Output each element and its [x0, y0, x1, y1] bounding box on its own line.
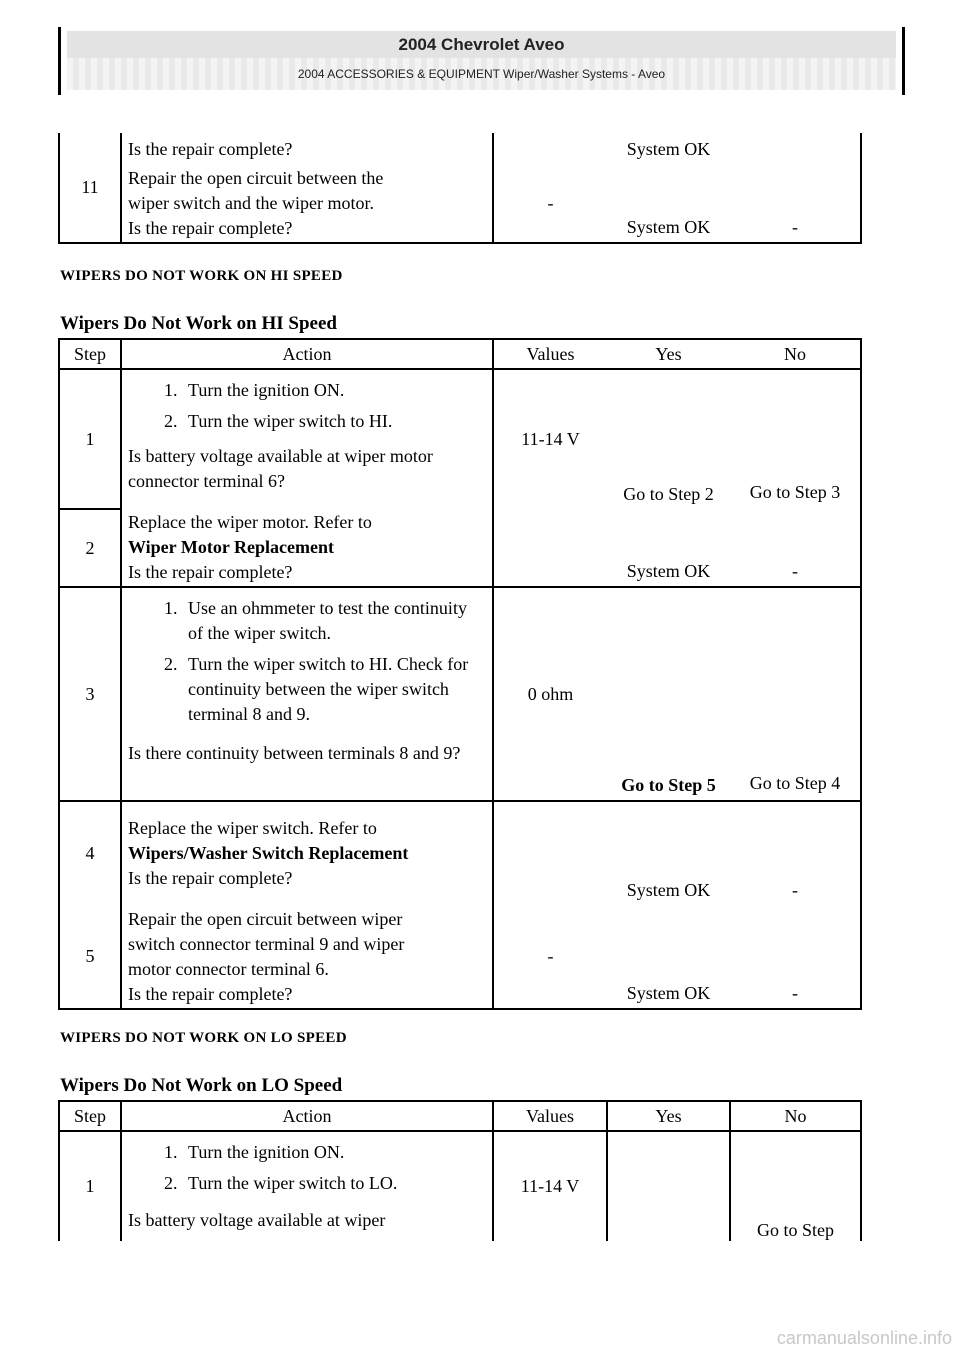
section-heading: WIPERS DO NOT WORK ON HI SPEED: [60, 268, 343, 284]
header-no: No: [730, 1101, 861, 1131]
header-yes: Yes: [607, 1101, 730, 1131]
step-cell: 1: [59, 369, 121, 509]
yes-cell: System OK: [626, 138, 711, 159]
watermark: carmanualsonline.info: [776, 1328, 952, 1348]
action-cell: 1. Turn the ignition ON. 2. Turn the wiper switch to LO. Is battery voltage available at wiper: [121, 1131, 493, 1241]
no-cell: -: [730, 165, 861, 243]
values-cell: -: [493, 905, 607, 1009]
link-wiper-motor-replacement[interactable]: Wiper Motor Replacement: [128, 537, 334, 557]
yes-cell[interactable]: Go to Step 5: [607, 587, 730, 801]
no-cell: Go to Step: [730, 1131, 861, 1241]
no-cell: -: [730, 905, 861, 1009]
header-action: Action: [121, 339, 493, 369]
hi-speed-table: [58, 338, 862, 1010]
table-row: [59, 905, 861, 1009]
table-row: [59, 509, 861, 587]
action-cell: Replace the wiper switch. Refer to Wipers/Washer Switch Replacement Is the repair complete?: [121, 801, 493, 905]
table-row: [59, 133, 861, 165]
table-header-row: [59, 339, 861, 369]
page-header: [58, 27, 905, 95]
table-row: [59, 1131, 861, 1241]
header-title: 2004 Chevrolet Aveo: [67, 31, 896, 59]
table-row: [59, 587, 861, 801]
no-cell: -: [730, 801, 861, 905]
values-cell: -: [493, 165, 607, 243]
values-cell: 11-14 V: [493, 1131, 607, 1241]
table-header-row: [59, 1101, 861, 1131]
yes-cell: System OK: [607, 509, 730, 587]
lo-speed-table: [58, 1100, 862, 1241]
table-row: [59, 369, 861, 509]
action-cell: 1. Turn the ignition ON. 2. Turn the wiper switch to HI. Is battery voltage available at wiper motor connector terminal 6?: [121, 369, 493, 509]
values-cell: 0 ohm: [493, 587, 607, 801]
table-title: Wipers Do Not Work on HI Speed: [60, 313, 337, 334]
top-table: [58, 133, 862, 244]
step-cell: 11: [59, 133, 121, 243]
no-cell: Go to Step 3: [730, 369, 861, 509]
link-wipers-washer-switch-replacement[interactable]: Wipers/Washer Switch Replacement: [128, 843, 409, 863]
section-heading: WIPERS DO NOT WORK ON LO SPEED: [60, 1030, 347, 1046]
table-row: [59, 801, 861, 905]
yes-cell: System OK: [607, 165, 730, 243]
header-subtitle: 2004 ACCESSORIES & EQUIPMENT Wiper/Washer Systems - Aveo: [67, 58, 896, 90]
step-cell: 1: [59, 1131, 121, 1241]
action-cell: Replace the wiper motor. Refer to Wiper Motor Replacement Is the repair complete?: [121, 509, 493, 587]
action-cell: 1. Use an ohmmeter to test the continuity of the wiper switch. 2. Turn the wiper switch to HI. Check for continuity between the wiper switch terminal 8 and 9. Is there continuity between terminals 8 and 9?: [121, 587, 493, 801]
header-yes: Yes: [607, 339, 730, 369]
yes-cell: Go to Step 2: [623, 484, 714, 504]
yes-cell: System OK: [607, 905, 730, 1009]
header-no: No: [730, 339, 861, 369]
step-cell: 5: [59, 905, 121, 1009]
header-values: Values: [493, 1101, 607, 1131]
values-cell: 11-14 V: [493, 369, 607, 509]
action-cell: Is the repair complete?: [121, 133, 493, 165]
action-cell: Repair the open circuit between wiper switch connector terminal 9 and wiper motor connector terminal 6. Is the repair complete?: [121, 905, 493, 1009]
step-cell: 3: [59, 587, 121, 801]
step-cell: 4: [59, 801, 121, 905]
yes-cell: System OK: [626, 880, 711, 900]
action-cell: Repair the open circuit between the wiper switch and the wiper motor. Is the repair complete?: [121, 165, 493, 243]
table-row: [59, 165, 861, 243]
header-step: Step: [59, 1101, 121, 1131]
header-step: Step: [59, 339, 121, 369]
step-cell: 2: [59, 509, 121, 587]
table-title: Wipers Do Not Work on LO Speed: [60, 1075, 343, 1096]
header-values: Values: [493, 339, 607, 369]
no-cell: -: [730, 509, 861, 587]
no-cell: Go to Step 4: [730, 587, 861, 801]
header-action: Action: [121, 1101, 493, 1131]
